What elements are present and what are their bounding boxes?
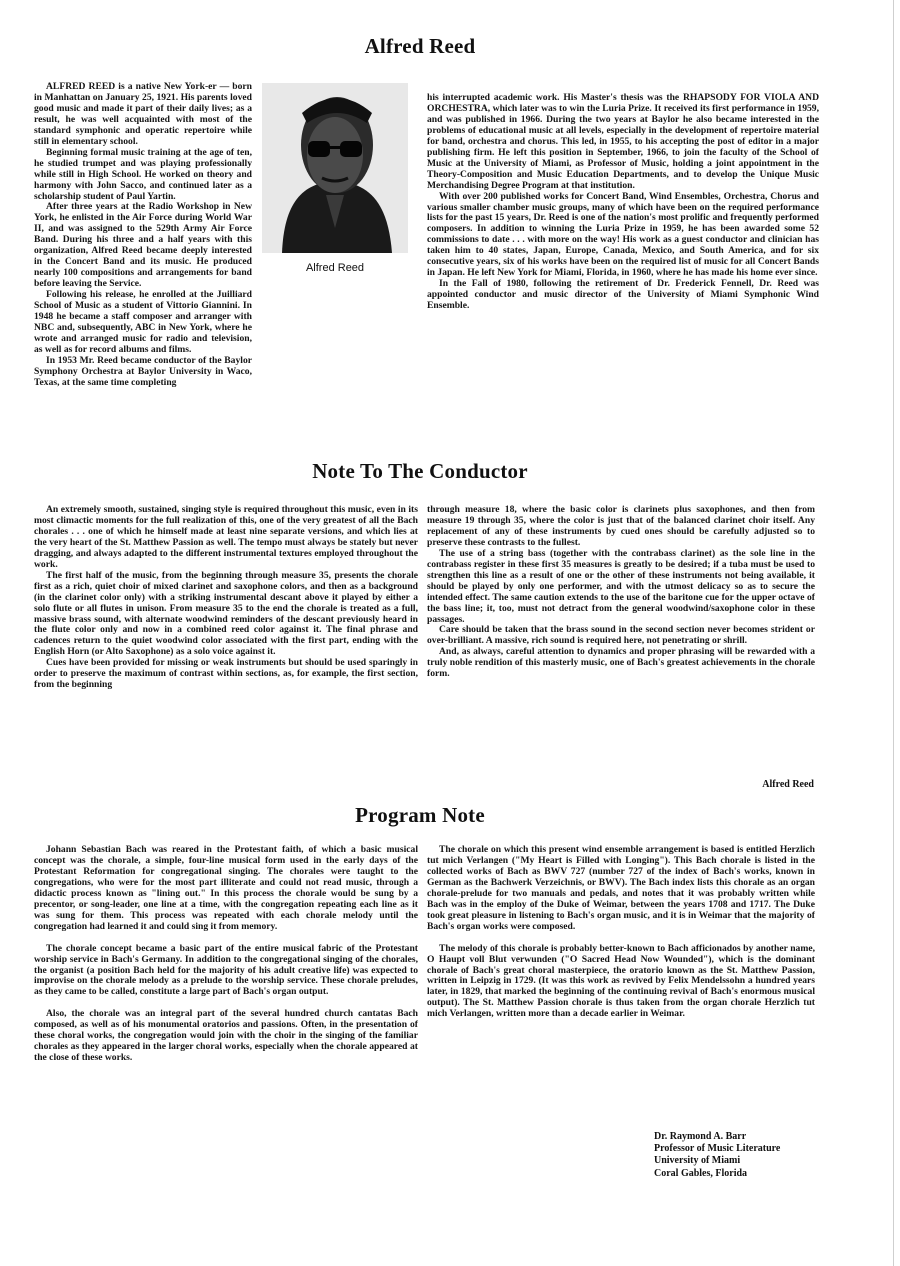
conductor-signature: Alfred Reed <box>762 779 814 790</box>
conductor-paragraph: And, as always, careful attention to dynamics and proper phrasing will be rewarded with a truly noble rendition of this masterly music, one of Bach's greatest achievements in the chorale form. <box>427 646 815 680</box>
reed-paragraph: Beginning formal music training at the age of ten, he studied trumpet and was playing professionally while still in High School. He worked on theory and harmony with John Sacco, and continued later as a scholarship student of Paul Yartin. <box>34 146 252 202</box>
credit-title: Professor of Music Literature <box>654 1143 781 1155</box>
section-title-note-to-conductor: Note To The Conductor <box>312 459 528 483</box>
section-title-program-note: Program Note <box>355 803 485 827</box>
program-paragraph: The melody of this chorale is probably better-known to Bach afficionados by another name, O Haupt voll Blut verwunden ("O Sacred Head Now Wounded"), which is the dominant chorale of Bach's great choral masterpiece, the oratorio known as the St. Matthew Passion, written in Leipzig in 1729. (It was this work as revived by Felix Mendelssohn a hundred years later, in 1829, that marked the beginning of the continuing revival of Bach's enormous musical output). The St. Matthew Passion chorale is thus taken from the organ chorale Herzlich tut mich Verlangen, written more than a decade earlier in Weimar. <box>427 942 815 1020</box>
program-paragraph: Johann Sebastian Bach was reared in the Protestant faith, of which a basic musical concept was the chorale, a simple, four-line musical form used in the early days of the Protestant Reformation for congregational singing. The chorales were taught to the congregations, who were for the most part illiterate and could not read music, through a didactic process known as "lining out." In this process the chorale would be sung by a precentor, or song-leader, one line at a time, with the congregation repeating each line as it was sung for them. This process was repeated with each chorale melody until the congregation had learned it and could sing it from memory. <box>34 844 418 932</box>
program-paragraph: The chorale concept became a basic part of the entire musical fabric of the Protestant worship service in Bach's Germany. In addition to the congregational singing of the chorales, the organist (a position Bach held for the majority of his adult creative life) was expected to improvise on the chorale melody as a prelude to the worship service. These chorale preludes, as they came to be called, constitute a large part of Bach's organ output. <box>34 942 418 998</box>
conductor-paragraph: An extremely smooth, sustained, singing style is required throughout this music, even in its most climactic moments for the full realization of this, one of the very greatest of all the Bach chorales . . . one of which he himself made at least nine separate versions, and which lies at the very heart of the St. Matthew Passion as well. The tempo must always be stately but never dragging, and always adapted to the different instrumental textures employed throughout the work. <box>34 504 418 570</box>
credit-name: Dr. Raymond A. Barr <box>654 1131 747 1142</box>
program-paragraph: Also, the chorale was an integral part of the several hundred church cantatas Bach composed, as well as of his monumental oratorios and passions. Often, in the presentation of these choral works, the congregation would join with the choir in the singing of the familiar chorales as they appeared in the larger choral works, especially when the chorale appeared at the close of these works. <box>34 1008 418 1064</box>
conductor-paragraph: The first half of the music, from the beginning through measure 35, presents the chorale first as a rich, quiet choir of mixed clarinet and saxophone colors, and then as a background (in the clarinet color only) with a striking instrumental descant above it played by either a solo flute or all flutes in unison. From measure 35 to the end the chorale is treated as a full, massive brass sound, with alternate woodwind reminders of the descant previously heard in the flute color only and now in a combined reed color against it. The final phrase and cadences return to the quiet woodwind color associated with the first part, ending with the English Horn (or Alto Saxophone) as a solo voice against it. <box>34 569 418 658</box>
page-edge-line <box>893 0 894 1266</box>
reed-paragraph: In 1953 Mr. Reed became conductor of the Baylor Symphony Orchestra at Baylor University in Waco, Texas, at the same time completing <box>34 354 252 388</box>
reed-paragraph: In the Fall of 1980, following the retirement of Dr. Frederick Fennell, Dr. Reed was appointed conductor and music director of the University of Miami Symphonic Wind Ensemble. <box>427 278 819 312</box>
conductor-paragraph: Care should be taken that the brass sound in the second section never becomes strident or over-brilliant. A massive, rich sound is required here, not penetrating or shrill. <box>427 624 815 647</box>
program-note-credit <box>654 1131 780 1180</box>
reed-right-column <box>427 93 819 312</box>
reed-paragraph: With over 200 published works for Concert Band, Wind Ensembles, Orchestra, Chorus and various smaller chamber music groups, many of which have been on the required performance lists for the past 15 years, Dr. Reed is one of the nation's most prolific and frequently performed composers. In addition to winning the Luria Prize in 1959, he has been awarded some 52 commissions to date . . . with more on the way! His work as a guest conductor and clinician has taken him to 40 states, Japan, Europe, Canada, Mexico, and South America, and for six consecutive years, six of his works have been on the required list of music for all Concert Bands in Japan. He left New York for Miami, Florida, in 1960, where he has made his home ever since. <box>427 190 819 279</box>
program-paragraph: The chorale on which this present wind ensemble arrangement is based is entitled Herzlich tut mich Verlangen ("My Heart is Filled with Longing"). This Bach chorale is listed in the collected works of Bach as BWV 727 (number 727 of the index of Bach's works, known in German as the Bachwerk Verzeichnis, or BWV). The Bach index lists this chorale as an organ chorale-prelude for two manuals and pedals, and notes that it was probably written while Bach was in the employ of the Duke of Weimar, between the years 1708 and 1717. The Duke took great pleasure in listening to Bach's organ music, and it is in Weimar that the majority of Bach's organ works were composed. <box>427 844 815 932</box>
program-left-column <box>34 845 418 1064</box>
conductor-left-column <box>34 505 418 691</box>
reed-paragraph: ALFRED REED is a native New York-er — born in Manhattan on January 25, 1921. His parents loved good music and made it part of their daily lives; as a result, he was well acquainted with most of the standard symphonic and operatic repertoire while still in elementary school. <box>34 81 252 147</box>
portrait-caption: Alfred Reed <box>305 262 365 274</box>
conductor-paragraph: The use of a string bass (together with the contrabass clarinet) as the sole line in the contrabass register in these first 35 measures is greatly to be desired; if a tuba must be used to strengthen this line as a result of one or the other of these instruments not being available, it should be played by only one performer, and with the utmost delicacy so as to secure the intended effect. The same caution extends to the use of the baritone cue for the upper octave of the bass line; it, too, must not detract from the general woodwind/saxophone color in these passages. <box>427 547 815 625</box>
section-title-alfred-reed: Alfred Reed <box>364 34 476 58</box>
conductor-right-column <box>427 505 815 680</box>
credit-institution: University of Miami <box>654 1155 741 1167</box>
reed-paragraph: After three years at the Radio Workshop in New York, he enlisted in the Air Force during World War II, and was assigned to the 529th Army Air Force Band. During his three and a half years with this organization, Alfred Reed became deeply interested in the Concert Band and its music. He produced nearly 100 compositions and arrangements for band before leaving the Service. <box>34 201 252 290</box>
credit-location: Coral Gables, Florida <box>654 1167 748 1179</box>
reed-paragraph: his interrupted academic work. His Master's thesis was the RHAPSODY FOR VIOLA AND ORCHESTRA, which later was to win the Luria Prize. It received its first performance in 1959, and was published in 1966. During the two years at Baylor he also became interested in the problems of educational music at all levels, especially in the development of repertoire material for band, orchestra and chorus. This led, in 1955, to his accepting the post of editor in a major publishing firm. He left this position in September, 1966, to join the faculty of the School of Music at the University of Miami, as Professor of Music, holding a joint appointment in the Theory-Composition and Music Education Departments, and to develop the Unique Music Merchandising Degree Program at that institution. <box>427 92 819 191</box>
portrait-image <box>262 83 408 253</box>
portrait-photo <box>262 83 408 253</box>
program-right-column <box>427 845 815 1020</box>
reed-paragraph: Following his release, he enrolled at the Juilliard School of Music as a student of Vittorio Giannini. In 1948 he became a staff composer and arranger with NBC and, subsequently, ABC in New York, where he wrote and arranged music for radio and television, as well as for record albums and films. <box>34 289 252 355</box>
conductor-paragraph: through measure 18, where the basic color is clarinets plus saxophones, and then from measure 19 through 35, where the color is just that of the balanced clarinet choir itself. Any replacement of any of these instruments by cued ones should be carefully adjusted so to preserve these contrasts to the fullest. <box>427 504 815 548</box>
conductor-paragraph: Cues have been provided for missing or weak instruments but should be used sparingly in order to preserve the maximum of contrast within sections, as, for example, the first section, from the beginning <box>34 657 418 691</box>
reed-left-column <box>34 82 252 389</box>
